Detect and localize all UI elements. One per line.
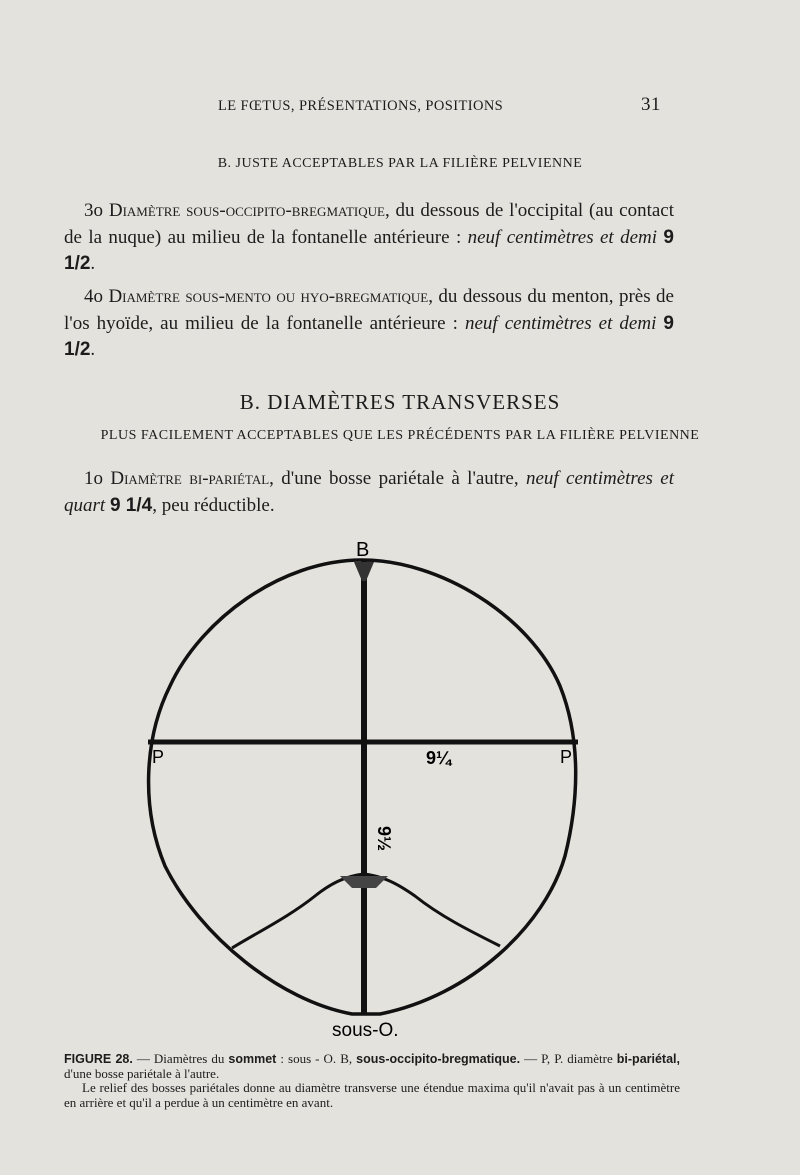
item-measure: neuf centimètres et demi xyxy=(464,312,657,334)
item-number: 1o xyxy=(84,468,103,489)
item-text: , du dessous de l'occipital (au contact de la nuque) au milieu de la fontanelle antérieure : xyxy=(64,200,675,248)
caption-text: : sous - O. B, xyxy=(276,1051,357,1066)
sagittal-suture xyxy=(354,562,374,581)
item-value: 9 1/2 xyxy=(64,226,674,274)
caption-figure-number: FIGURE 28. xyxy=(64,1052,133,1066)
caption-text: — P, P. diamètre xyxy=(520,1051,617,1066)
label-bottom: sous-O. xyxy=(332,1020,399,1041)
page-number: 31 xyxy=(641,94,661,115)
item-term: Diamètre sous-occipito-bregmatique xyxy=(108,200,385,221)
section-subheading: PLUS FACILEMENT ACCEPTABLES QUE LES PRÉCÉDENTS PAR LA FILIÈRE PELVIENNE xyxy=(100,428,700,443)
skull-diameter-figure xyxy=(140,536,600,1044)
caption-text: — Diamètres du xyxy=(132,1051,229,1066)
label-vertical: 9½ xyxy=(374,826,394,852)
label-top: B xyxy=(356,539,370,561)
item-text: , du dessous du menton, près de l'os hyoïde, au milieu de la fontanelle antérieure : xyxy=(64,286,674,334)
item-measure: neuf centimètres et demi xyxy=(467,226,658,248)
item-number: 4o xyxy=(84,286,103,307)
paragraph-item-3 xyxy=(64,198,674,278)
item-end: , peu réductible. xyxy=(152,494,275,516)
item-end: . xyxy=(90,339,96,360)
caption-bold: bi-pariétal, xyxy=(616,1052,680,1066)
running-header xyxy=(0,94,800,120)
label-left: P xyxy=(152,747,165,767)
section-heading-diametres-transverses: B. DIAMÈTRES TRANSVERSES xyxy=(239,390,561,414)
item-number: 3o xyxy=(84,200,103,221)
label-transverse: 9¼ xyxy=(426,748,452,768)
item-end: . xyxy=(90,253,96,274)
item-term: Diamètre sous-mento ou hyo-bregmatique xyxy=(108,286,429,307)
caption-bold: sommet xyxy=(228,1052,277,1066)
suture-hatch xyxy=(340,876,388,888)
item-text: , d'une bosse pariétale à l'autre, xyxy=(269,468,526,489)
header-title: LE FŒTUS, PRÉSENTATIONS, POSITIONS xyxy=(218,98,504,114)
item-term: Diamètre bi-pariétal xyxy=(110,468,270,489)
item-value: 9 1/2 xyxy=(64,312,674,360)
figure-caption xyxy=(64,1052,680,1110)
label-right: P xyxy=(560,747,573,767)
caption-note: Le relief des bosses pariétales donne au diamètre transverse une étendue maxima qu'il n'avait pas à un centimètre en arrière et qu'il a perdue à un centimètre en avant. xyxy=(64,1080,680,1110)
section-heading-juste-acceptables: B. JUSTE ACCEPTABLES PAR LA FILIÈRE PELVIENNE xyxy=(217,156,583,171)
caption-bold: sous-occipito-bregmatique. xyxy=(356,1052,521,1066)
item-value: 9 1/4 xyxy=(109,494,153,516)
caption-text: d'une bosse pariétale à l'autre. xyxy=(64,1065,220,1081)
paragraph-item-4 xyxy=(64,284,674,364)
item-measure: neuf centimètres et quart xyxy=(64,468,675,516)
paragraph-item-1 xyxy=(64,466,674,519)
